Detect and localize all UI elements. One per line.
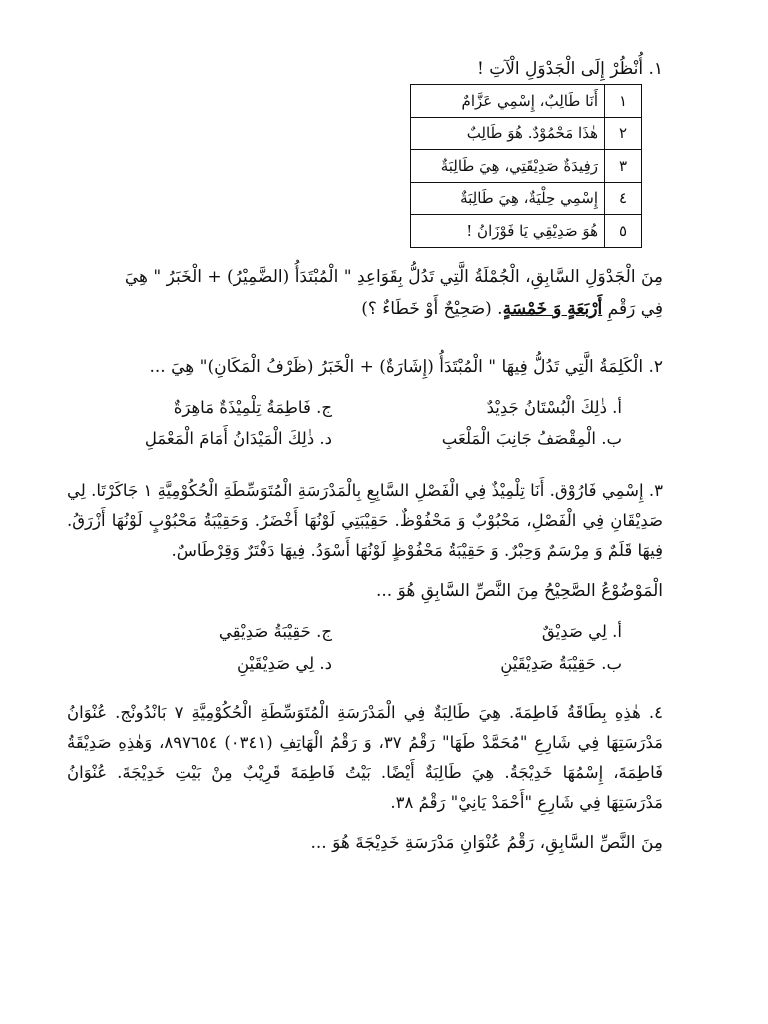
row-number: ١ [605, 85, 642, 118]
table-row [411, 117, 642, 150]
q2-option-c: ج. فَاطِمَةُ تِلْمِيْذَةٌ مَاهِرَةٌ [173, 398, 332, 417]
row-text: هٰذَا مَحْمُوْدٌ. هُوَ طَالِبٌ [411, 117, 605, 150]
row-text: رَفِيدَةٌ صَدِيْقَتِي، هِيَ طَالِبَةٌ [411, 150, 605, 183]
row-number: ٥ [605, 215, 642, 248]
q3-question: الْمَوْضُوْعُ الصَّحِيْحُ مِنَ النَّصِّ السَّابِقِ هُوَ ... [375, 581, 663, 601]
q3-passage: ٣. إِسْمِي فَارُوْق. أَنَا تِلْمِيْذٌ فِي الْفَصْلِ السَّابِعِ بِالْمَدْرَسَةِ الْمُتَوَسِّطَةِ الْحُكُوْمِيَّةِ ١ جَاكَرْتَا. لِي صَدِيْقَانِ فِي الْفَصْلِ، مَحْبُوْبٌ وَ مَحْفُوْظٌ. حَقِيْبَتِي لَوْنُهَا أَخْضَرُ. وَحَقِيْبَةُ مَحْبُوْبٍ لَوْنُهَا أَزْرَقُ. فِيهَا قَلَمٌ وَ مِرْسَمٌ وَحِبْرٌ. وَ حَقِيْبَةُ مَحْفُوْظٍ لَوْنُهَا أَسْوَدُ. فِيهَا دَفْتَرٌ وَقِرْطَاسٌ. [67, 481, 663, 560]
q3-option-a: أ. لِي صَدِيْقٌ [541, 622, 622, 641]
q1-line2-suffix: . (صَحِيْحٌ أَوْ خَطَاءٌ ؟) [361, 299, 503, 319]
row-text: إِسْمِي حِلْيَةٌ، هِيَ طَالِبَةٌ [411, 182, 605, 215]
q1-question-line1: مِنَ الْجَدْوَلِ السَّابِقِ، الْجُمْلَةُ الَّتِي تَدُلُّ بِقَوَاعِدِ " الْمُبْتَدَأُ (الضَّمِيْرُ) + الْخَبَرُ " هِيَ [124, 267, 663, 287]
q3-option-b: ب. حَقِيْبَةُ صَدِيْقَيْنِ [500, 654, 622, 673]
table-row [411, 150, 642, 183]
table-row [411, 182, 642, 215]
row-text: هُوَ صَدِيْقِي يَا فَوْزَانُ ! [411, 215, 605, 248]
row-number: ٣ [605, 150, 642, 183]
q2-option-d: د. ذٰلِكَ الْمَيْدَانُ أَمَامَ الْمَعْمَلِ [144, 429, 332, 448]
row-text: أَنَا طَالِبٌ، إِسْمِي عَزَّامٌ [411, 85, 605, 118]
q1-heading: ١. أُنْظُرْ إِلَى الْجَدْوَلِ الْآتِ ! [476, 59, 663, 79]
q4-passage: ٤. هٰذِهِ بِطَاقَةُ فَاطِمَةَ. هِيَ طَالِبَةٌ فِي الْمَدْرَسَةِ الْمُتَوَسِّطَةِ الْحُكُوْمِيَّةِ ٧ بَانْدُونْج. عُنْوَانُ مَدْرَسَتِهَا فِي شَارِعِ "مُحَمَّدْ طَهَا" رَقْمُ ٣٧، وَ رَقْمُ الْهَاتِفِ (٠٣٤١) ٨٩٧٦٥٤، وَهٰذِهِ صَدِيْقَةُ فَاطِمَةَ، إِسْمُهَا خَدِيْجَةُ. هِيَ طَالِبَةٌ أَيْضًا. بَيْتُ فَاطِمَةَ قَرِيْبٌ مِنْ بَيْتِ خَدِيْجَةَ. عُنْوَانُ مَدْرَسَتِهَا فِي شَارِعِ "أَحْمَدْ يَانِيْ" رَقْمُ ٣٨. [67, 703, 664, 812]
q3-option-d: د. لِي صَدِيْقَيْنِ [236, 654, 332, 673]
table-row [411, 85, 642, 118]
table-row [411, 215, 642, 248]
q1-table [410, 84, 642, 248]
q3-option-c: ج. حَقِيْبَةُ صَدِيْقِي [218, 622, 332, 641]
row-number: ٢ [605, 117, 642, 150]
q2-option-a: أ. ذٰلِكَ الْبُسْتَانُ جَدِيْدٌ [486, 398, 622, 417]
q1-question-line2 [361, 296, 663, 322]
q2-option-b: ب. الْمِقْصَفُ جَانِبَ الْمَلْعَبِ [441, 429, 622, 448]
row-number: ٤ [605, 182, 642, 215]
q4-question: مِنَ النَّصِّ السَّابِقِ، رَقْمُ عُنْوَانِ مَدْرَسَةِ خَدِيْجَةَ هُوَ ... [310, 833, 663, 853]
q1-line2-emphasis: أَرْبَعَةٍ وَ خَمْسَةٍ [502, 299, 603, 319]
q1-line2-prefix: فِي رَقْمِ [607, 299, 663, 319]
q2-heading: ٢. الْكَلِمَةُ الَّتِي تَدُلُّ فِيهَا " الْمُبْتَدَأُ (إِشَارَةٌ) + الْخَبَرُ (ظَرْفُ الْمَكَانِ)" هِيَ ... [149, 357, 663, 377]
